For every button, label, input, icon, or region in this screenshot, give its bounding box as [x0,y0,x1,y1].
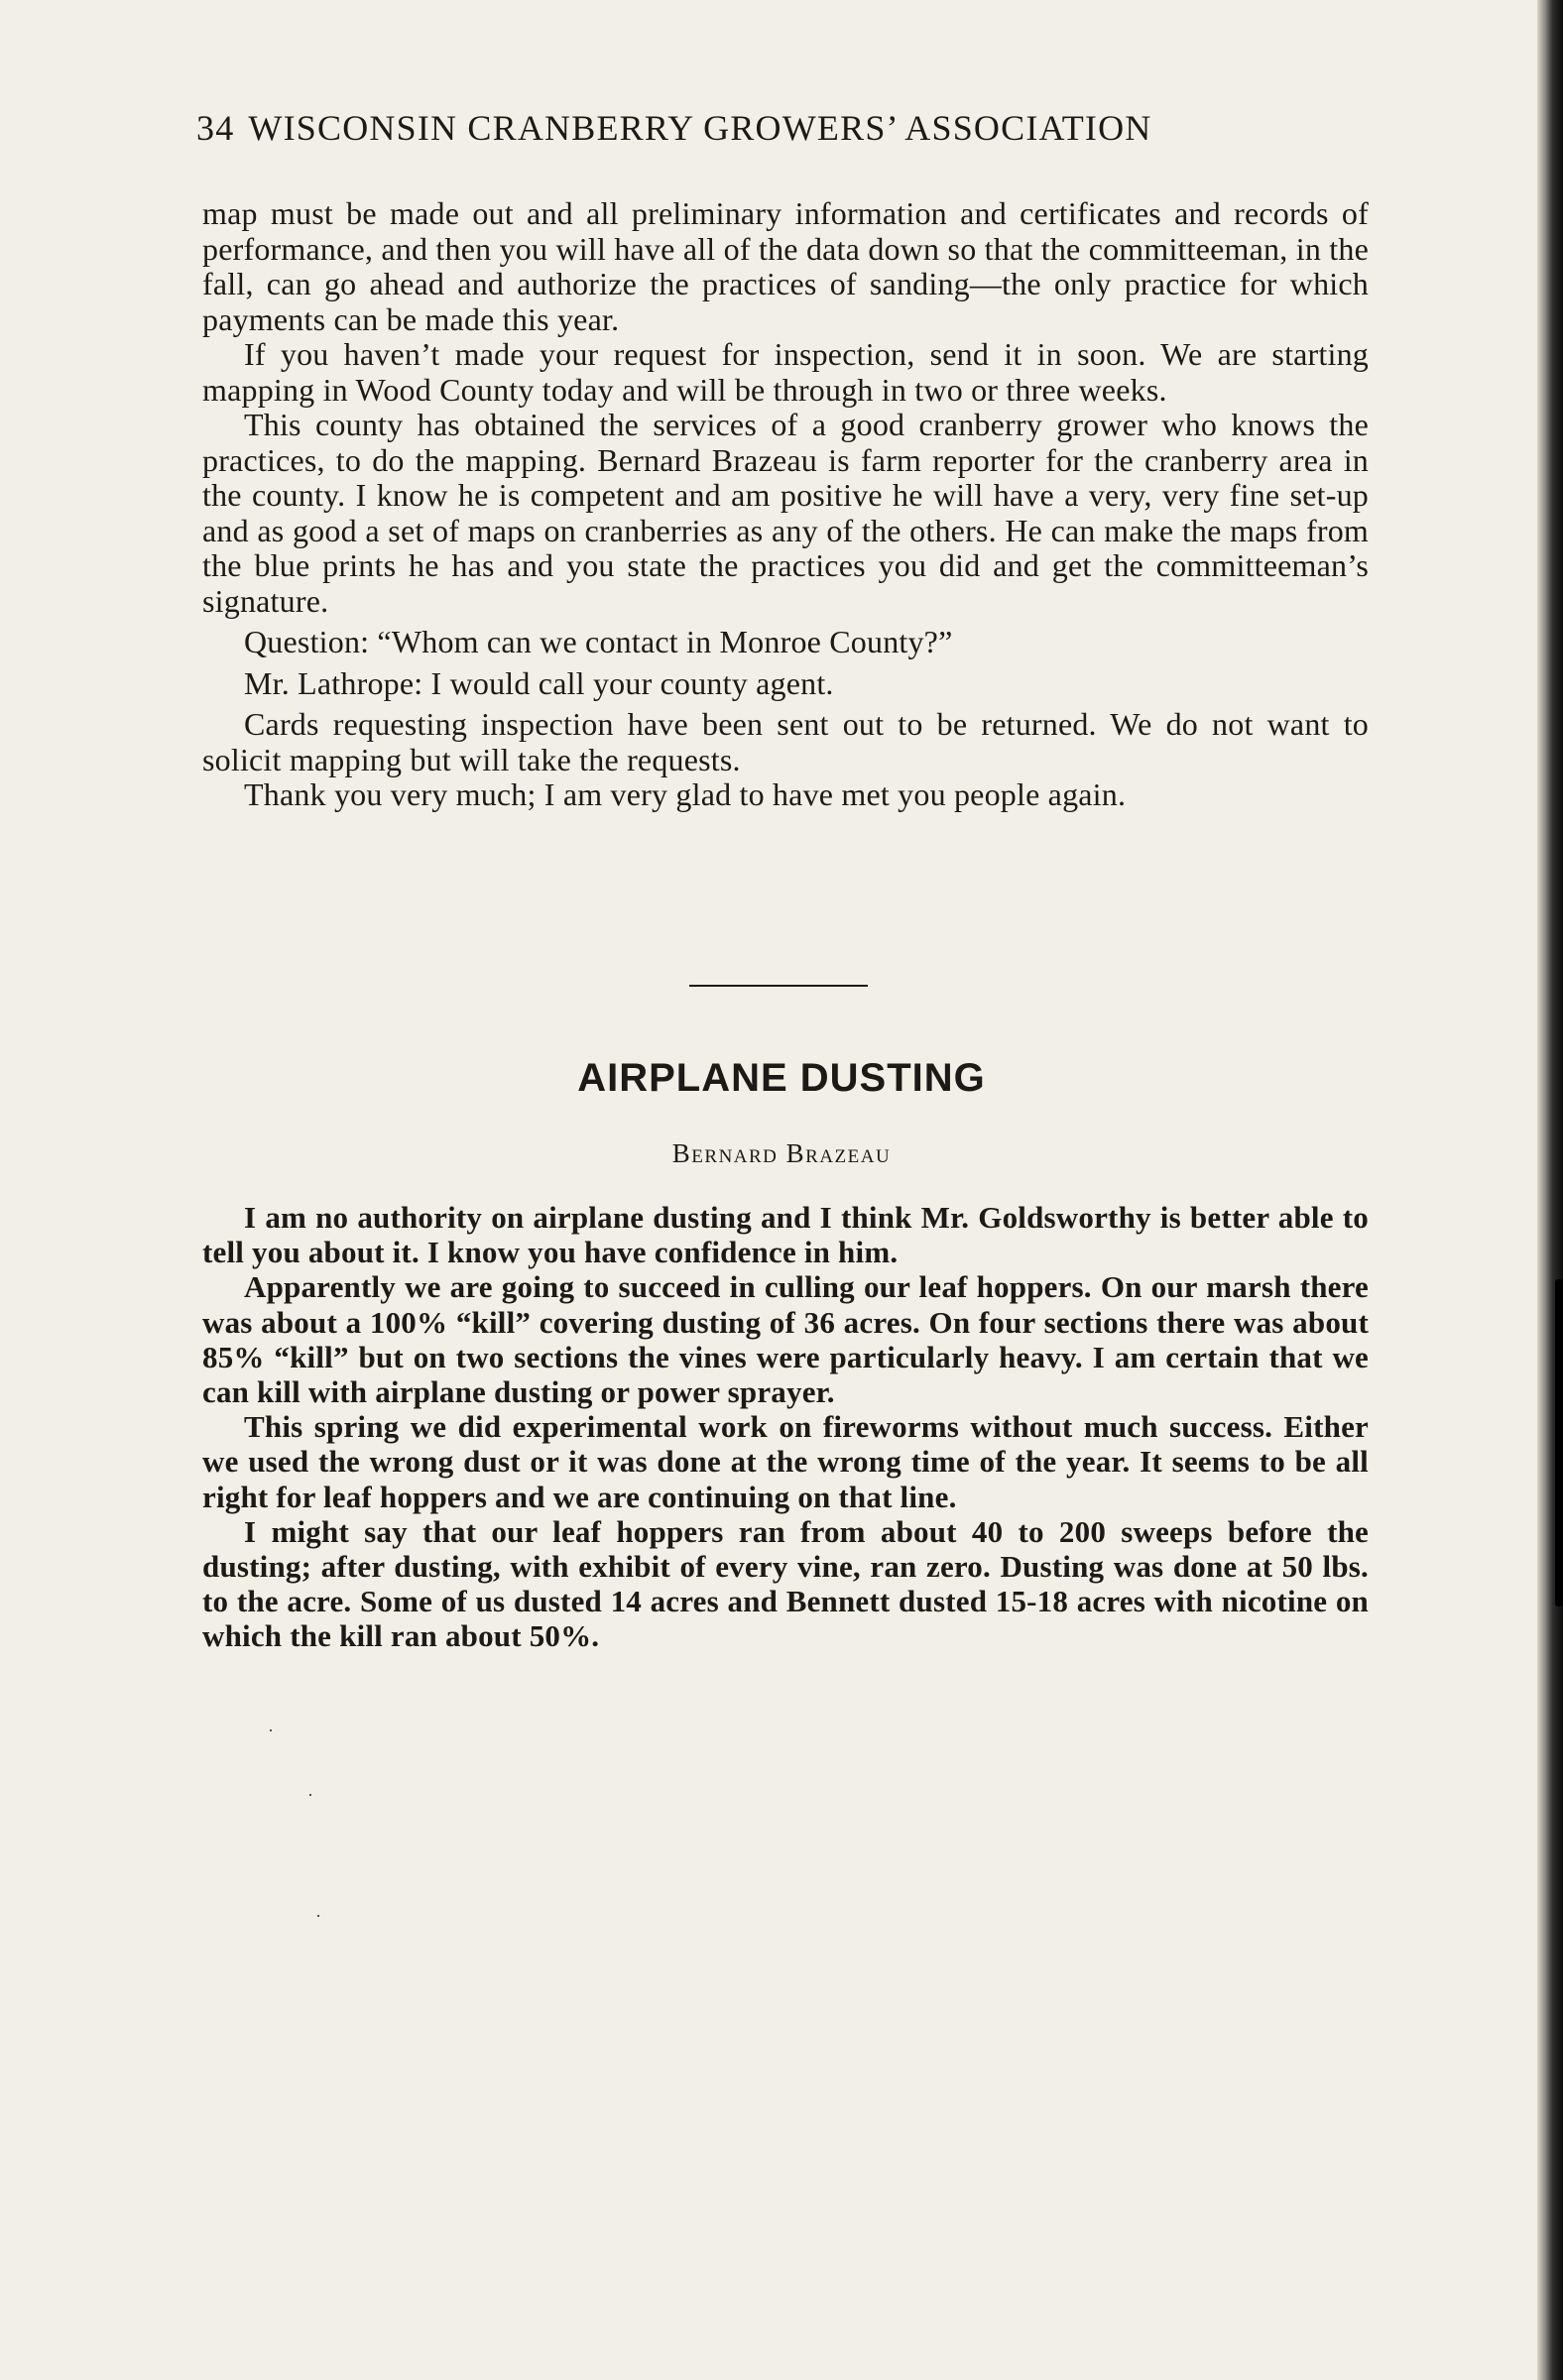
continued-text [202,196,1369,813]
running-header [196,107,1357,149]
article-body [202,1200,1369,1654]
question-line: Question: “Whom can we contact in Monroe County?” [244,624,953,659]
answer-line: Mr. Lathrope: I would call your county agent. [244,664,834,701]
paragraph: map must be made out and all preliminary information and certificates and records of performance, and then you will have all of the data down so that the committeeman, in the fall, can go ahead and authorize the practices of sanding—the only practice for which payments can be made this year. [202,195,1369,337]
paragraph: Cards requesting inspection have been sent out to be returned. We do not want to solicit mapping but will take the requests. [202,706,1369,777]
ink-speck: · [307,1785,313,1805]
running-title: WISCONSIN CRANBERRY GROWERS’ ASSOCIATION [248,108,1152,148]
paragraph: If you haven’t made your request for inspection, send it in soon. We are starting mapping in Wood County today and will be through in two or three weeks. [202,336,1369,408]
paragraph: I might say that our leaf hoppers ran from about 40 to 200 sweeps before the dusting; after dusting, with exhibit of every vine, ran zero. Dusting was done at 50 lbs. to the acre. Some of us dusted 14 acres and Bennett dusted 15-18 acres with nicotine on which the kill ran about 50%. [202,1513,1369,1654]
article-title: AIRPLANE DUSTING [577,1056,986,1100]
page-edge-shadow [1537,0,1563,2380]
paragraph: This county has obtained the services of a good cranberry grower who knows the practices, to do the mapping. Bernard Brazeau is farm reporter for the cranberry area in the county. I know he is competent and am positive he will have a very, very fine set-up and as good a set of maps on cranberries as any of the others. He can make the maps from the blue prints he has and you state the practices you did and get the committeeman’s signature. [202,407,1369,619]
page-number: 34 [196,108,235,148]
paragraph: Thank you very much; I am very glad to have met you people again. [244,776,1127,812]
paragraph: I am no authority on airplane dusting and I think Mr. Goldsworthy is better able to tell you about it. I know you have confidence in him. [202,1200,1369,1270]
paragraph: Apparently we are going to succeed in culling our leaf hoppers. On our marsh there was about a 100% “kill” covering dusting of 36 acres. On four sections there was about 85% “kill” but on two sections the vines were particularly heavy. I am certain that we can kill with airplane dusting or power sprayer. [202,1269,1369,1410]
ink-speck: · [315,1906,321,1926]
article-byline: Bernard Brazeau [671,1138,892,1168]
section-divider [689,985,868,987]
ink-speck: · [268,1721,274,1740]
paragraph: This spring we did experimental work on fireworms without much success. Either we used the wrong dust or it was done at the wrong time of the year. It seems to be all right for leaf hoppers and we are continuing on that line. [202,1409,1369,1514]
